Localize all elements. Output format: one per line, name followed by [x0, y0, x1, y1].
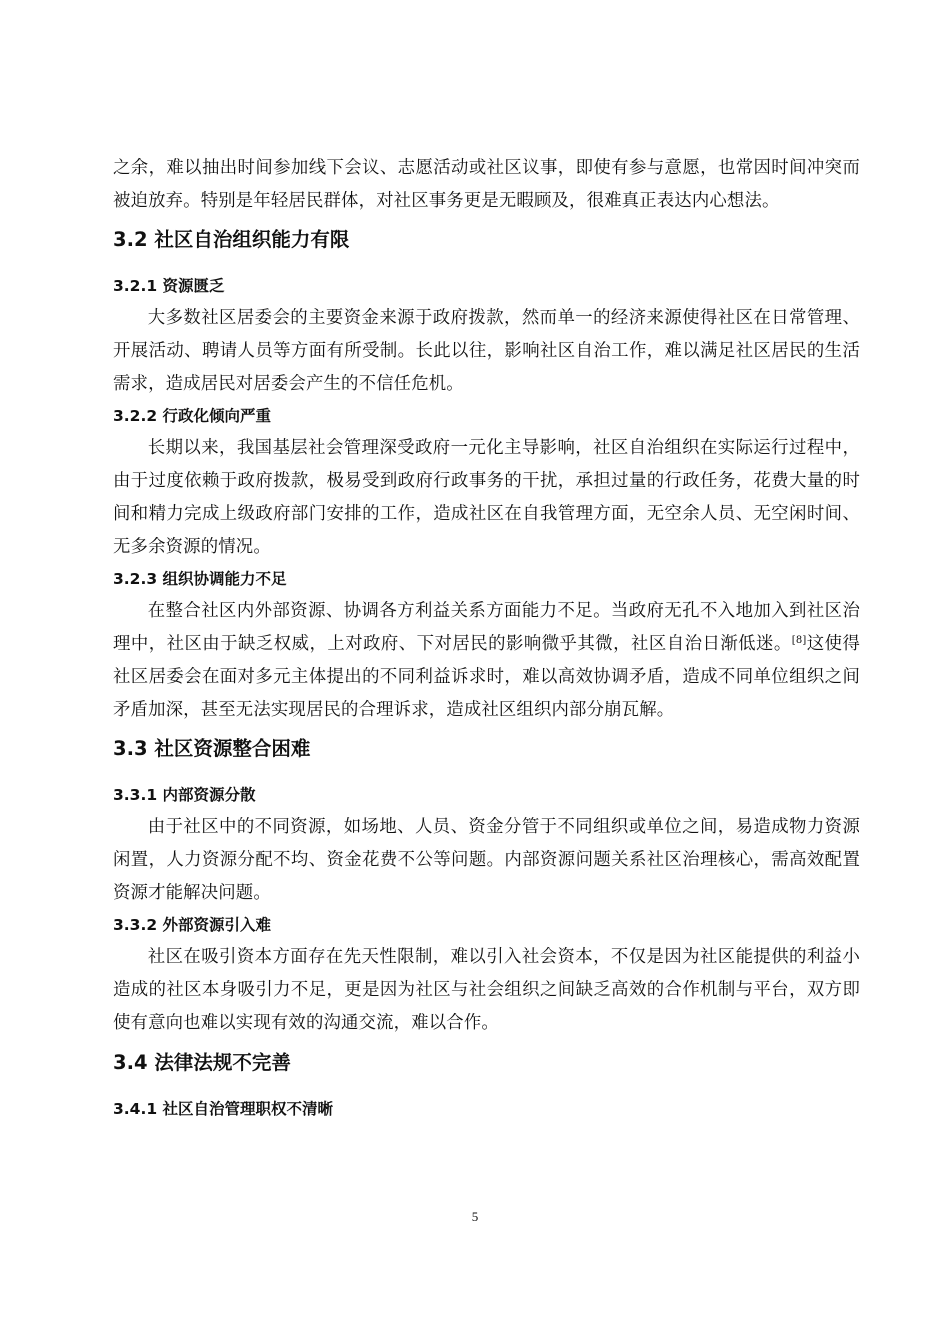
page-content	[113, 152, 860, 1124]
heading-3-2-3: 3.2.3 组织协调能力不足	[113, 570, 287, 588]
heading-3-2: 3.2 社区自治组织能力有限	[113, 228, 350, 251]
paragraph-3-2-1: 大多数社区居委会的主要资金来源于政府拨款，然而单一的经济来源使得社区在日常管理、开展活动、聘请人员等方面有所受制。长此以往，影响社区自治工作，难以满足社区居民的生活需求，造成居民对居委会产生的不信任危机。	[113, 308, 860, 394]
paragraph-3-3-1: 由于社区中的不同资源，如场地、人员、资金分管于不同组织或单位之间，易造成物力资源闲置，人力资源分配不均、资金花费不公等问题。内部资源问题关系社区治理核心，需高效配置资源才能解决问题。	[113, 817, 860, 903]
paragraph-3-2-3-part-a: 在整合社区内外部资源、协调各方利益关系方面能力不足。当政府无孔不入地加入到社区治理中，社区由于缺乏权威，上对政府、下对居民的影响微乎其微，社区自治日渐低迷。	[113, 601, 860, 654]
citation-8: [8]	[791, 635, 807, 646]
paragraph-3-2-3-part-b: 这使得社区居委会在面对多元主体提出的不同利益诉求时，难以高效协调矛盾，造成不同单位组织之间矛盾加深，甚至无法实现居民的合理诉求，造成社区组织内部分崩瓦解。	[113, 634, 860, 720]
heading-3-3-1: 3.3.1 内部资源分散	[113, 786, 256, 804]
intro-paragraph: 之余，难以抽出时间参加线下会议、志愿活动或社区议事，即使有参与意愿，也常因时间冲突而被迫放弃。特别是年轻居民群体，对社区事务更是无暇顾及，很难真正表达内心想法。	[113, 158, 860, 211]
paragraph-3-3-2: 社区在吸引资本方面存在先天性限制，难以引入社会资本，不仅是因为社区能提供的利益小造成的社区本身吸引力不足，更是因为社区与社会组织之间缺乏高效的合作机制与平台，双方即使有意向也难以实现有效的沟通交流，难以合作。	[113, 947, 860, 1033]
heading-3-4-1: 3.4.1 社区自治管理职权不清晰	[113, 1100, 334, 1118]
paragraph-3-2-3	[113, 595, 860, 727]
heading-3-2-1: 3.2.1 资源匮乏	[113, 277, 225, 295]
heading-3-4: 3.4 法律法规不完善	[113, 1051, 291, 1074]
heading-3-2-2: 3.2.2 行政化倾向严重	[113, 407, 272, 425]
paragraph-3-2-2: 长期以来，我国基层社会管理深受政府一元化主导影响，社区自治组织在实际运行过程中，由于过度依赖于政府拨款，极易受到政府行政事务的干扰，承担过量的行政任务，花费大量的时间和精力完成上级政府部门安排的工作，造成社区在自我管理方面，无空余人员、无空闲时间、无多余资源的情况。	[113, 438, 860, 557]
page-number: 5	[471, 1209, 479, 1224]
heading-3-3-2: 3.3.2 外部资源引入难	[113, 916, 272, 934]
heading-3-3: 3.3 社区资源整合困难	[113, 737, 311, 760]
